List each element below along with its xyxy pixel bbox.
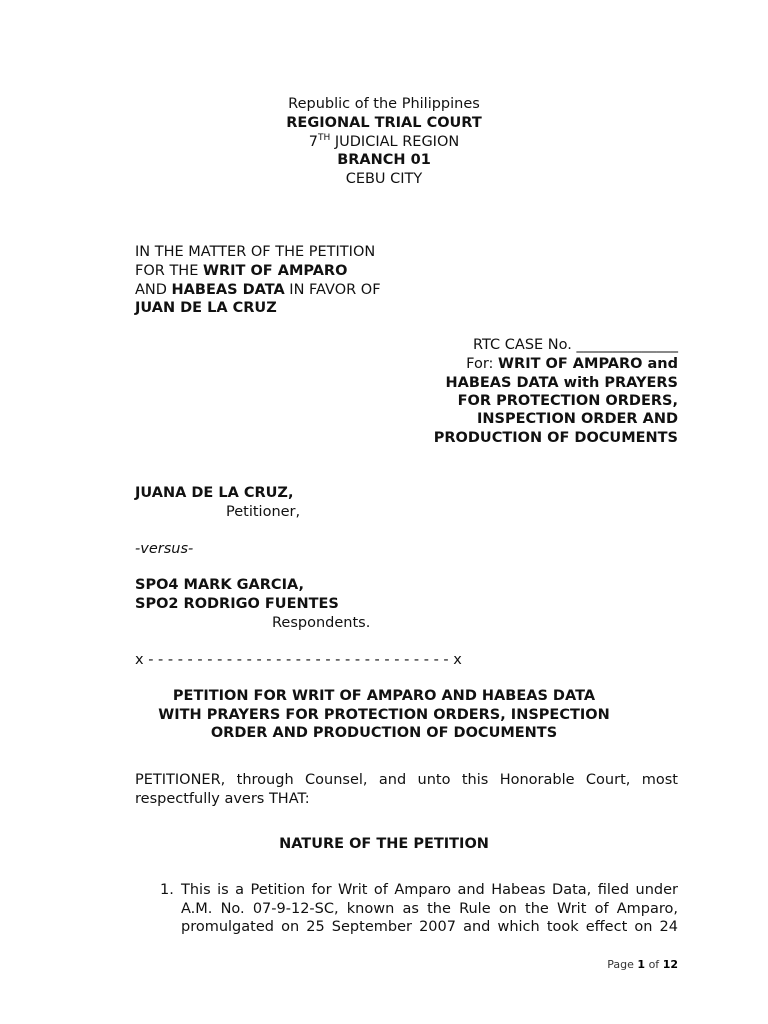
matter-line-1: IN THE MATTER OF THE PETITION	[135, 244, 376, 260]
region-number: 7	[308, 134, 318, 150]
nature-heading: NATURE OF THE PETITION	[279, 836, 489, 852]
matter-line-3	[135, 281, 381, 299]
case-number: RTC CASE No. ______________	[473, 337, 678, 353]
versus-label: -versus-	[135, 541, 194, 557]
petitioner-role: Petitioner,	[226, 504, 301, 520]
case-for-line-3: FOR PROTECTION ORDERS,	[457, 393, 678, 409]
intro-line-1: PETITIONER, through Counsel, and unto this Honorable Court, most	[135, 772, 678, 788]
respondent-1: SPO4 MARK GARCIA,	[135, 577, 304, 593]
caption-separator: x - - - - - - - - - - - - - - - - - - - - - - - - - - - - - - - x	[135, 652, 462, 668]
title-line-2: WITH PRAYERS FOR PROTECTION ORDERS, INSPECTION	[158, 707, 610, 723]
case-for-label: For:	[466, 356, 499, 372]
header-city: CEBU CITY	[345, 171, 423, 187]
para1-line-1: This is a Petition for Writ of Amparo and Habeas Data, filed under	[181, 882, 678, 898]
matter-l3-text-a: AND	[135, 282, 172, 298]
region-superscript: TH	[318, 133, 331, 144]
para1-line-3: promulgated on 25 September 2007 and which took effect on 24	[181, 919, 678, 935]
header-branch: BRANCH 01	[337, 152, 431, 168]
case-for-bold-1: WRIT OF AMPARO and	[498, 356, 678, 372]
case-for-line-1	[380, 355, 678, 373]
footer-page-number: 1	[637, 958, 646, 971]
region-text: JUDICIAL REGION	[330, 134, 460, 150]
page-footer	[607, 958, 678, 971]
title-line-1: PETITION FOR WRIT OF AMPARO AND HABEAS DATA	[172, 688, 596, 704]
matter-l3-text-c: IN FAVOR OF	[284, 282, 381, 298]
case-for-line-5: PRODUCTION OF DOCUMENTS	[433, 430, 678, 446]
case-for-line-4: INSPECTION ORDER AND	[477, 411, 678, 427]
matter-l2-text: FOR THE	[135, 263, 203, 279]
intro-line-2: respectfully avers THAT:	[135, 791, 310, 807]
footer-of-word: of	[645, 958, 663, 971]
case-for-line-2: HABEAS DATA with PRAYERS	[445, 375, 678, 391]
title-line-3: ORDER AND PRODUCTION OF DOCUMENTS	[210, 725, 558, 741]
respondent-role: Respondents.	[272, 615, 371, 631]
para1-line-2: A.M. No. 07-9-12-SC, known as the Rule on the Writ of Amparo,	[181, 901, 678, 917]
header-court: REGIONAL TRIAL COURT	[286, 115, 482, 131]
footer-total-pages: 12	[662, 958, 678, 971]
header-region	[0, 133, 768, 151]
matter-line-2	[135, 262, 347, 280]
matter-l2-bold: WRIT OF AMPARO	[202, 263, 348, 279]
footer-page-word: Page	[607, 958, 638, 971]
header-republic: Republic of the Philippines	[288, 96, 480, 112]
para1-number: 1.	[160, 882, 174, 898]
matter-l3-bold: HABEAS DATA	[171, 282, 285, 298]
matter-line-4: JUAN DE LA CRUZ	[135, 300, 277, 316]
respondent-2: SPO2 RODRIGO FUENTES	[135, 596, 339, 612]
petitioner-name: JUANA DE LA CRUZ,	[135, 485, 294, 501]
